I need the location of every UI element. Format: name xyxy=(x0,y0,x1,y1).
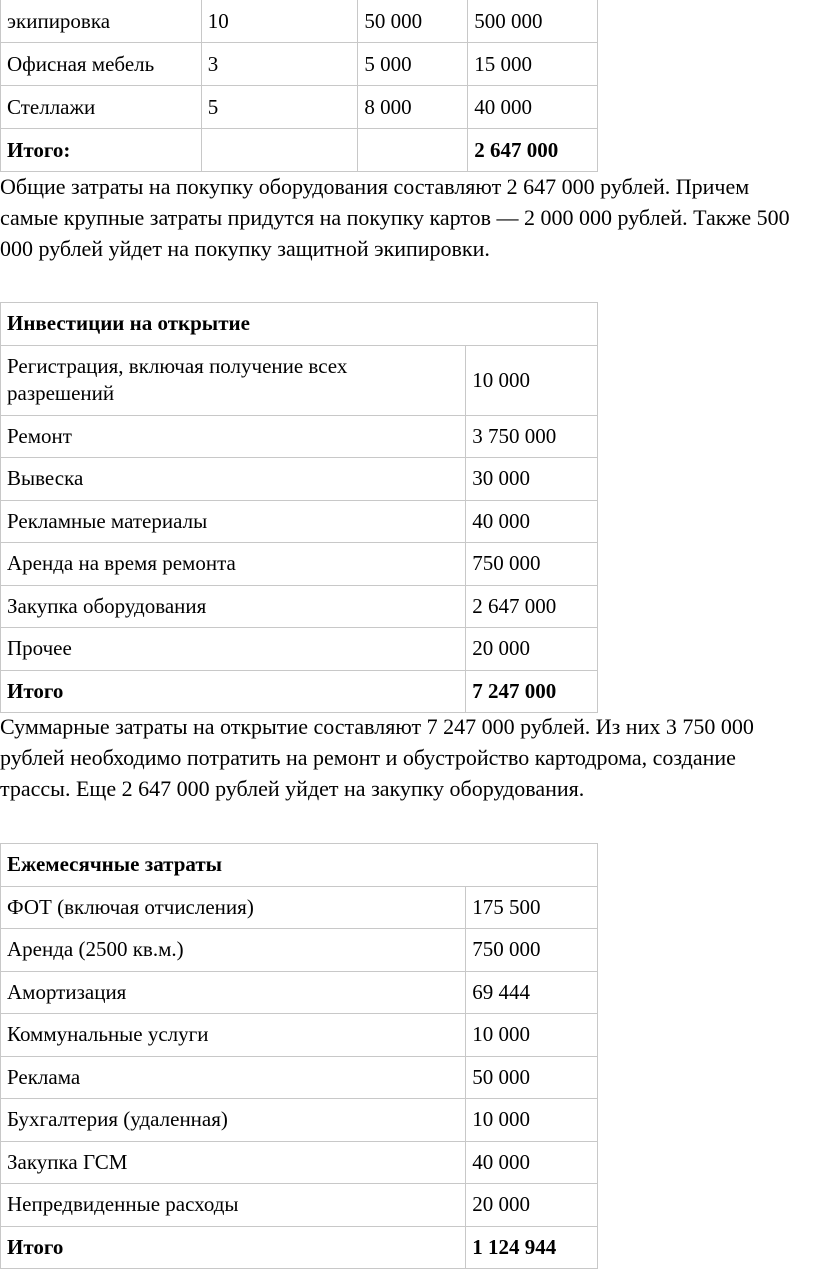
row-label: Аренда (2500 кв.м.) xyxy=(1,929,466,972)
row-value: 69 444 xyxy=(466,971,598,1014)
table-row xyxy=(1,1184,598,1227)
row-value: 175 500 xyxy=(466,886,598,929)
row-label: Закупка ГСМ xyxy=(1,1141,466,1184)
row-value: 10 000 xyxy=(466,1099,598,1142)
row-label: Рекламные материалы xyxy=(1,500,466,543)
row-value: 50 000 xyxy=(466,1056,598,1099)
investment-summary-paragraph: Суммарные затраты на открытие составляют 7 247 000 рублей. Из них 3 750 000 рублей необходимо потратить на ремонт и обустройство картодрома, создание трассы. Еще 2 647 000 рублей уйдет на закупку оборудования. xyxy=(0,714,754,801)
table-row xyxy=(1,1141,598,1184)
row-label: ФОТ (включая отчисления) xyxy=(1,886,466,929)
row-label: Коммунальные услуги xyxy=(1,1014,466,1057)
monthly-costs-table xyxy=(0,843,598,1269)
table-row xyxy=(1,86,598,129)
row-value: 40 000 xyxy=(466,1141,598,1184)
row-value: 20 000 xyxy=(466,1184,598,1227)
table-row xyxy=(1,628,598,671)
row-label: Реклама xyxy=(1,1056,466,1099)
item-total: 40 000 xyxy=(468,86,598,129)
row-value: 750 000 xyxy=(466,543,598,586)
investment-table xyxy=(0,302,598,713)
total-value: 7 247 000 xyxy=(466,670,598,713)
item-price: 5 000 xyxy=(358,43,468,86)
table-header: Инвестиции на открытие xyxy=(1,303,598,346)
table-row xyxy=(1,500,598,543)
table-row xyxy=(1,1056,598,1099)
equipment-summary-paragraph: Общие затраты на покупку оборудования составляют 2 647 000 рублей. Причем самые крупные затраты придутся на покупку картов — 2 000 000 рублей. Также 500 000 рублей уйдет на покупку защитной экипировки. xyxy=(0,174,790,261)
item-qty: 10 xyxy=(201,0,358,43)
total-label: Итого: xyxy=(1,129,202,172)
table-row xyxy=(1,585,598,628)
row-label: Бухгалтерия (удаленная) xyxy=(1,1099,466,1142)
total-label: Итого xyxy=(1,1226,466,1269)
table-header-row xyxy=(1,303,598,346)
table-header-row xyxy=(1,844,598,887)
item-qty: 3 xyxy=(201,43,358,86)
row-value: 10 000 xyxy=(466,345,598,415)
row-value: 30 000 xyxy=(466,458,598,501)
equipment-table xyxy=(0,0,598,172)
table-row xyxy=(1,415,598,458)
total-label: Итого xyxy=(1,670,466,713)
row-value: 20 000 xyxy=(466,628,598,671)
table-row xyxy=(1,43,598,86)
item-qty: 5 xyxy=(201,86,358,129)
table-header: Ежемесячные затраты xyxy=(1,844,598,887)
row-label: Амортизация xyxy=(1,971,466,1014)
total-value: 2 647 000 xyxy=(468,129,598,172)
table-row xyxy=(1,886,598,929)
row-value: 10 000 xyxy=(466,1014,598,1057)
total-row xyxy=(1,670,598,713)
item-name: Офисная мебель xyxy=(1,43,202,86)
total-row xyxy=(1,129,598,172)
row-value: 2 647 000 xyxy=(466,585,598,628)
row-label: Регистрация, включая получение всех разрешений xyxy=(1,345,466,415)
item-total: 15 000 xyxy=(468,43,598,86)
table-row xyxy=(1,543,598,586)
table-row xyxy=(1,929,598,972)
table-row xyxy=(1,0,598,43)
empty-cell xyxy=(358,129,468,172)
item-name: Стеллажи xyxy=(1,86,202,129)
row-label: Вывеска xyxy=(1,458,466,501)
row-label: Ремонт xyxy=(1,415,466,458)
item-total: 500 000 xyxy=(468,0,598,43)
item-price: 8 000 xyxy=(358,86,468,129)
row-label: Непредвиденные расходы xyxy=(1,1184,466,1227)
table-row xyxy=(1,1014,598,1057)
row-label: Закупка оборудования xyxy=(1,585,466,628)
row-value: 3 750 000 xyxy=(466,415,598,458)
table-row xyxy=(1,345,598,415)
row-value: 40 000 xyxy=(466,500,598,543)
row-value: 750 000 xyxy=(466,929,598,972)
total-value: 1 124 944 xyxy=(466,1226,598,1269)
row-label: Аренда на время ремонта xyxy=(1,543,466,586)
item-name: экипировка xyxy=(1,0,202,43)
table-row xyxy=(1,1099,598,1142)
item-price: 50 000 xyxy=(358,0,468,43)
table-row xyxy=(1,971,598,1014)
total-row xyxy=(1,1226,598,1269)
row-label: Прочее xyxy=(1,628,466,671)
empty-cell xyxy=(201,129,358,172)
table-row xyxy=(1,458,598,501)
